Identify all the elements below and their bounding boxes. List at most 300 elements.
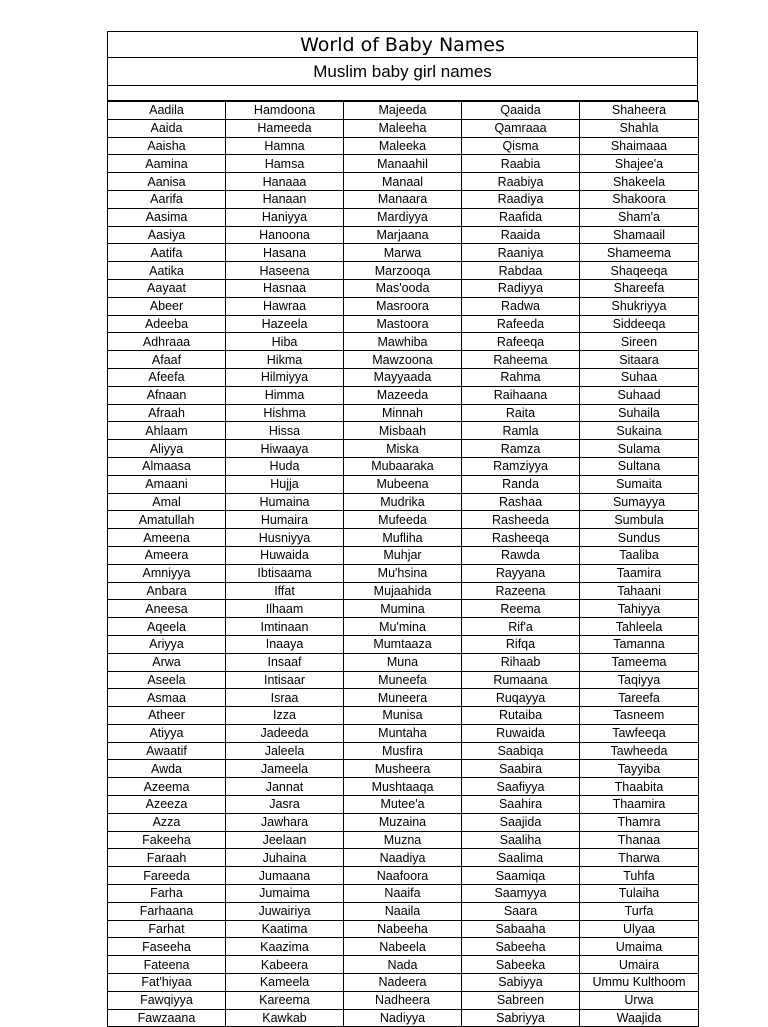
name-cell: Kawkab bbox=[226, 1009, 344, 1027]
name-cell: Jumaana bbox=[226, 867, 344, 885]
name-cell: Marjaana bbox=[344, 226, 462, 244]
name-cell: Aayaat bbox=[108, 279, 226, 297]
name-cell: Mubeena bbox=[344, 475, 462, 493]
name-cell: Mu'mina bbox=[344, 618, 462, 636]
name-cell: Hissa bbox=[226, 422, 344, 440]
blank-spacer-row bbox=[107, 86, 698, 101]
table-row bbox=[108, 796, 699, 814]
name-cell: Raita bbox=[462, 404, 580, 422]
name-cell: Maleeka bbox=[344, 137, 462, 155]
name-cell: Fat'hiyaa bbox=[108, 974, 226, 992]
name-cell: Jeelaan bbox=[226, 831, 344, 849]
table-row bbox=[108, 422, 699, 440]
name-cell: Jasra bbox=[226, 796, 344, 814]
name-cell: Rihaab bbox=[462, 653, 580, 671]
name-cell: Aasima bbox=[108, 208, 226, 226]
name-cell: Farhat bbox=[108, 920, 226, 938]
name-cell: Ramziyya bbox=[462, 457, 580, 475]
name-cell: Aadila bbox=[108, 102, 226, 120]
table-row bbox=[108, 974, 699, 992]
name-cell: Kaatima bbox=[226, 920, 344, 938]
name-cell: Rutaiba bbox=[462, 707, 580, 725]
name-cell: Tawheeda bbox=[580, 742, 699, 760]
table-row bbox=[108, 1009, 699, 1027]
table-row bbox=[108, 351, 699, 369]
table-row bbox=[108, 653, 699, 671]
table-row bbox=[108, 262, 699, 280]
name-cell: Rasheeda bbox=[462, 511, 580, 529]
name-cell: Aarifa bbox=[108, 190, 226, 208]
name-cell: Sham'a bbox=[580, 208, 699, 226]
table-row bbox=[108, 279, 699, 297]
name-cell: Hameeda bbox=[226, 119, 344, 137]
name-cell: Intisaar bbox=[226, 671, 344, 689]
name-cell: Ibtisaama bbox=[226, 564, 344, 582]
table-row bbox=[108, 173, 699, 191]
name-cell: Mufeeda bbox=[344, 511, 462, 529]
table-row bbox=[108, 137, 699, 155]
table-row bbox=[108, 920, 699, 938]
name-cell: Adhraaa bbox=[108, 333, 226, 351]
name-cell: Raihaana bbox=[462, 386, 580, 404]
name-cell: Rayyana bbox=[462, 564, 580, 582]
name-cell: Musfira bbox=[344, 742, 462, 760]
name-cell: Hazeela bbox=[226, 315, 344, 333]
name-cell: Saabira bbox=[462, 760, 580, 778]
name-cell: Jameela bbox=[226, 760, 344, 778]
table-row bbox=[108, 635, 699, 653]
name-cell: Marwa bbox=[344, 244, 462, 262]
name-cell: Sabeeha bbox=[462, 938, 580, 956]
table-row bbox=[108, 102, 699, 120]
name-cell: Tayyiba bbox=[580, 760, 699, 778]
name-cell: Saamiqa bbox=[462, 867, 580, 885]
name-cell: Minnah bbox=[344, 404, 462, 422]
name-cell: Imtinaan bbox=[226, 618, 344, 636]
name-cell: Marzooqa bbox=[344, 262, 462, 280]
name-cell: Hiwaaya bbox=[226, 440, 344, 458]
name-cell: Rif'a bbox=[462, 618, 580, 636]
name-cell: Urwa bbox=[580, 991, 699, 1009]
name-cell: Shakeela bbox=[580, 173, 699, 191]
name-cell: Randa bbox=[462, 475, 580, 493]
name-cell: Tharwa bbox=[580, 849, 699, 867]
name-cell: Mu'hsina bbox=[344, 564, 462, 582]
name-cell: Rumaana bbox=[462, 671, 580, 689]
name-cell: Thaabita bbox=[580, 778, 699, 796]
table-row bbox=[108, 386, 699, 404]
name-cell: Atheer bbox=[108, 707, 226, 725]
name-cell: Maleeha bbox=[344, 119, 462, 137]
name-cell: Fareeda bbox=[108, 867, 226, 885]
name-cell: Sabeeka bbox=[462, 956, 580, 974]
name-cell: Fakeeha bbox=[108, 831, 226, 849]
names-table bbox=[107, 101, 699, 1027]
name-cell: Sabreen bbox=[462, 991, 580, 1009]
name-cell: Raabia bbox=[462, 155, 580, 173]
table-row bbox=[108, 724, 699, 742]
name-cell: Naaifa bbox=[344, 885, 462, 903]
table-row bbox=[108, 155, 699, 173]
name-cell: Umaima bbox=[580, 938, 699, 956]
name-cell: Hawraa bbox=[226, 297, 344, 315]
name-cell: Mastoora bbox=[344, 315, 462, 333]
name-cell: Tareefa bbox=[580, 689, 699, 707]
name-cell: Raafida bbox=[462, 208, 580, 226]
name-cell: Amal bbox=[108, 493, 226, 511]
name-cell: Hanoona bbox=[226, 226, 344, 244]
name-cell: Shahla bbox=[580, 119, 699, 137]
name-cell: Aanisa bbox=[108, 173, 226, 191]
name-cell: Raaniya bbox=[462, 244, 580, 262]
name-cell: Hujja bbox=[226, 475, 344, 493]
name-cell: Mubaaraka bbox=[344, 457, 462, 475]
name-cell: Raabiya bbox=[462, 173, 580, 191]
name-cell: Nabeela bbox=[344, 938, 462, 956]
name-cell: Shareefa bbox=[580, 279, 699, 297]
name-cell: Aaida bbox=[108, 119, 226, 137]
name-cell: Himma bbox=[226, 386, 344, 404]
name-cell: Sumaita bbox=[580, 475, 699, 493]
name-cell: Siddeeqa bbox=[580, 315, 699, 333]
name-cell: Mumtaaza bbox=[344, 635, 462, 653]
name-cell: Hikma bbox=[226, 351, 344, 369]
name-cell: Nadeera bbox=[344, 974, 462, 992]
name-cell: Saara bbox=[462, 902, 580, 920]
name-cell: Faraah bbox=[108, 849, 226, 867]
name-cell: Umaira bbox=[580, 956, 699, 974]
table-row bbox=[108, 493, 699, 511]
name-cell: Rasheeqa bbox=[462, 529, 580, 547]
table-row bbox=[108, 333, 699, 351]
name-cell: Afeefa bbox=[108, 368, 226, 386]
name-cell: Aliyya bbox=[108, 440, 226, 458]
name-cell: Fawqiyya bbox=[108, 991, 226, 1009]
name-cell: Hanaaa bbox=[226, 173, 344, 191]
name-cell: Amatullah bbox=[108, 511, 226, 529]
name-cell: Saabiqa bbox=[462, 742, 580, 760]
name-cell: Thamra bbox=[580, 813, 699, 831]
table-row bbox=[108, 707, 699, 725]
name-cell: Hanaan bbox=[226, 190, 344, 208]
name-cell: Awda bbox=[108, 760, 226, 778]
name-cell: Hishma bbox=[226, 404, 344, 422]
sheet-subtitle: Muslim baby girl names bbox=[107, 58, 698, 86]
name-cell: Asmaa bbox=[108, 689, 226, 707]
name-cell: Awaatif bbox=[108, 742, 226, 760]
name-cell: Ruwaida bbox=[462, 724, 580, 742]
name-cell: Muzna bbox=[344, 831, 462, 849]
name-cell: Farha bbox=[108, 885, 226, 903]
name-cell: Ariyya bbox=[108, 635, 226, 653]
table-row bbox=[108, 902, 699, 920]
name-cell: Musheera bbox=[344, 760, 462, 778]
name-cell: Qisma bbox=[462, 137, 580, 155]
name-cell: Humaira bbox=[226, 511, 344, 529]
table-row bbox=[108, 368, 699, 386]
name-cell: Reema bbox=[462, 600, 580, 618]
table-row bbox=[108, 831, 699, 849]
name-cell: Radwa bbox=[462, 297, 580, 315]
name-cell: Jannat bbox=[226, 778, 344, 796]
name-cell: Tasneem bbox=[580, 707, 699, 725]
name-cell: Sabriyya bbox=[462, 1009, 580, 1027]
table-row bbox=[108, 778, 699, 796]
table-row bbox=[108, 885, 699, 903]
name-cell: Azza bbox=[108, 813, 226, 831]
table-row bbox=[108, 297, 699, 315]
table-row bbox=[108, 671, 699, 689]
name-cell: Saaliha bbox=[462, 831, 580, 849]
name-cell: Aatika bbox=[108, 262, 226, 280]
table-row bbox=[108, 813, 699, 831]
name-cell: Hilmiyya bbox=[226, 368, 344, 386]
name-cell: Rafeeda bbox=[462, 315, 580, 333]
name-cell: Hamsa bbox=[226, 155, 344, 173]
name-cell: Rifqa bbox=[462, 635, 580, 653]
name-cell: Shajee'a bbox=[580, 155, 699, 173]
name-cell: Mazeeda bbox=[344, 386, 462, 404]
table-row bbox=[108, 440, 699, 458]
name-cell: Sabaaha bbox=[462, 920, 580, 938]
name-cell: Insaaf bbox=[226, 653, 344, 671]
table-row bbox=[108, 190, 699, 208]
name-cell: Shaheera bbox=[580, 102, 699, 120]
name-cell: Mutee'a bbox=[344, 796, 462, 814]
name-cell: Nabeeha bbox=[344, 920, 462, 938]
name-cell: Muneefa bbox=[344, 671, 462, 689]
name-cell: Hiba bbox=[226, 333, 344, 351]
name-cell: Jumaima bbox=[226, 885, 344, 903]
table-row bbox=[108, 742, 699, 760]
name-cell: Juhaina bbox=[226, 849, 344, 867]
name-cell: Raaida bbox=[462, 226, 580, 244]
name-cell: Fawzaana bbox=[108, 1009, 226, 1027]
table-row bbox=[108, 938, 699, 956]
name-cell: Muneera bbox=[344, 689, 462, 707]
table-row bbox=[108, 457, 699, 475]
name-cell: Shaimaaa bbox=[580, 137, 699, 155]
name-cell: Ramza bbox=[462, 440, 580, 458]
name-cell: Tuhfa bbox=[580, 867, 699, 885]
name-cell: Qamraaa bbox=[462, 119, 580, 137]
table-row bbox=[108, 475, 699, 493]
name-cell: Sireen bbox=[580, 333, 699, 351]
table-row bbox=[108, 689, 699, 707]
table-row bbox=[108, 529, 699, 547]
table-row bbox=[108, 315, 699, 333]
name-cell: Huwaida bbox=[226, 546, 344, 564]
name-cell: Almaasa bbox=[108, 457, 226, 475]
name-cell: Suhaad bbox=[580, 386, 699, 404]
name-cell: Thanaa bbox=[580, 831, 699, 849]
table-row bbox=[108, 244, 699, 262]
name-cell: Aasiya bbox=[108, 226, 226, 244]
name-cell: Atiyya bbox=[108, 724, 226, 742]
name-cell: Afnaan bbox=[108, 386, 226, 404]
name-cell: Raheema bbox=[462, 351, 580, 369]
name-cell: Sitaara bbox=[580, 351, 699, 369]
name-cell: Munisa bbox=[344, 707, 462, 725]
table-row bbox=[108, 760, 699, 778]
name-cell: Hamna bbox=[226, 137, 344, 155]
name-cell: Rashaa bbox=[462, 493, 580, 511]
table-row bbox=[108, 582, 699, 600]
name-cell: Kameela bbox=[226, 974, 344, 992]
name-cell: Razeena bbox=[462, 582, 580, 600]
name-cell: Fateena bbox=[108, 956, 226, 974]
name-cell: Shameema bbox=[580, 244, 699, 262]
name-cell: Muzaina bbox=[344, 813, 462, 831]
name-cell: Mudrika bbox=[344, 493, 462, 511]
name-cell: Nadiyya bbox=[344, 1009, 462, 1027]
name-cell: Mayyaada bbox=[344, 368, 462, 386]
name-cell: Inaaya bbox=[226, 635, 344, 653]
name-cell: Sumayya bbox=[580, 493, 699, 511]
name-cell: Muntaha bbox=[344, 724, 462, 742]
name-cell: Manaahil bbox=[344, 155, 462, 173]
name-cell: Juwairiya bbox=[226, 902, 344, 920]
name-cell: Abeer bbox=[108, 297, 226, 315]
name-cell: Tameema bbox=[580, 653, 699, 671]
name-cell: Arwa bbox=[108, 653, 226, 671]
name-cell: Miska bbox=[344, 440, 462, 458]
name-cell: Mas'ooda bbox=[344, 279, 462, 297]
name-cell: Sulama bbox=[580, 440, 699, 458]
name-cell: Jaleela bbox=[226, 742, 344, 760]
name-cell: Mumina bbox=[344, 600, 462, 618]
sheet-title: World of Baby Names bbox=[107, 31, 698, 58]
name-cell: Naadiya bbox=[344, 849, 462, 867]
name-cell: Saahira bbox=[462, 796, 580, 814]
name-cell: Saalima bbox=[462, 849, 580, 867]
name-cell: Mujaahida bbox=[344, 582, 462, 600]
table-row bbox=[108, 226, 699, 244]
name-sheet bbox=[107, 31, 698, 1026]
name-cell: Sultana bbox=[580, 457, 699, 475]
name-cell: Saafiyya bbox=[462, 778, 580, 796]
name-cell: Raadiya bbox=[462, 190, 580, 208]
name-cell: Ameera bbox=[108, 546, 226, 564]
name-cell: Ilhaam bbox=[226, 600, 344, 618]
name-cell: Sabiyya bbox=[462, 974, 580, 992]
name-cell: Israa bbox=[226, 689, 344, 707]
name-cell: Ruqayya bbox=[462, 689, 580, 707]
name-cell: Kaazima bbox=[226, 938, 344, 956]
name-cell: Saajida bbox=[462, 813, 580, 831]
table-row bbox=[108, 208, 699, 226]
name-cell: Amaani bbox=[108, 475, 226, 493]
table-row bbox=[108, 404, 699, 422]
name-cell: Iffat bbox=[226, 582, 344, 600]
name-cell: Nada bbox=[344, 956, 462, 974]
name-cell: Taaliba bbox=[580, 546, 699, 564]
name-cell: Husniyya bbox=[226, 529, 344, 547]
name-cell: Mushtaaqa bbox=[344, 778, 462, 796]
name-cell: Taqiyya bbox=[580, 671, 699, 689]
name-cell: Haseena bbox=[226, 262, 344, 280]
name-cell: Faseeha bbox=[108, 938, 226, 956]
name-cell: Aamina bbox=[108, 155, 226, 173]
name-cell: Naaila bbox=[344, 902, 462, 920]
name-cell: Hamdoona bbox=[226, 102, 344, 120]
name-cell: Kareema bbox=[226, 991, 344, 1009]
name-cell: Aatifa bbox=[108, 244, 226, 262]
name-cell: Aseela bbox=[108, 671, 226, 689]
name-cell: Humaina bbox=[226, 493, 344, 511]
name-cell: Azeema bbox=[108, 778, 226, 796]
name-cell: Rahma bbox=[462, 368, 580, 386]
name-cell: Rawda bbox=[462, 546, 580, 564]
name-cell: Kabeera bbox=[226, 956, 344, 974]
name-cell: Naafoora bbox=[344, 867, 462, 885]
name-cell: Rafeeqa bbox=[462, 333, 580, 351]
table-row bbox=[108, 867, 699, 885]
name-cell: Mardiyya bbox=[344, 208, 462, 226]
name-cell: Shakoora bbox=[580, 190, 699, 208]
name-cell: Muhjar bbox=[344, 546, 462, 564]
name-cell: Suhaila bbox=[580, 404, 699, 422]
name-cell: Ameena bbox=[108, 529, 226, 547]
name-cell: Anbara bbox=[108, 582, 226, 600]
name-cell: Turfa bbox=[580, 902, 699, 920]
name-cell: Mufliha bbox=[344, 529, 462, 547]
name-cell: Manaal bbox=[344, 173, 462, 191]
name-cell: Masroora bbox=[344, 297, 462, 315]
name-cell: Izza bbox=[226, 707, 344, 725]
name-cell: Aaisha bbox=[108, 137, 226, 155]
name-cell: Saamyya bbox=[462, 885, 580, 903]
name-cell: Tahiyya bbox=[580, 600, 699, 618]
table-row bbox=[108, 511, 699, 529]
name-cell: Afaaf bbox=[108, 351, 226, 369]
table-row bbox=[108, 849, 699, 867]
name-cell: Sumbula bbox=[580, 511, 699, 529]
name-cell: Manaara bbox=[344, 190, 462, 208]
name-cell: Jadeeda bbox=[226, 724, 344, 742]
name-cell: Tawfeeqa bbox=[580, 724, 699, 742]
name-cell: Jawhara bbox=[226, 813, 344, 831]
name-cell: Thaamira bbox=[580, 796, 699, 814]
name-cell: Ramla bbox=[462, 422, 580, 440]
name-cell: Waajida bbox=[580, 1009, 699, 1027]
name-cell: Hasnaa bbox=[226, 279, 344, 297]
table-row bbox=[108, 600, 699, 618]
name-cell: Tamanna bbox=[580, 635, 699, 653]
name-cell: Mawhiba bbox=[344, 333, 462, 351]
name-cell: Azeeza bbox=[108, 796, 226, 814]
name-cell: Tahaani bbox=[580, 582, 699, 600]
name-cell: Rabdaa bbox=[462, 262, 580, 280]
name-cell: Misbaah bbox=[344, 422, 462, 440]
name-cell: Shukriyya bbox=[580, 297, 699, 315]
name-cell: Aneesa bbox=[108, 600, 226, 618]
name-cell: Ulyaa bbox=[580, 920, 699, 938]
name-cell: Haniyya bbox=[226, 208, 344, 226]
table-row bbox=[108, 991, 699, 1009]
name-cell: Suhaa bbox=[580, 368, 699, 386]
name-cell: Shamaail bbox=[580, 226, 699, 244]
name-cell: Adeeba bbox=[108, 315, 226, 333]
name-cell: Nadheera bbox=[344, 991, 462, 1009]
name-cell: Ahlaam bbox=[108, 422, 226, 440]
name-cell: Radiyya bbox=[462, 279, 580, 297]
name-cell: Hasana bbox=[226, 244, 344, 262]
name-cell: Farhaana bbox=[108, 902, 226, 920]
name-cell: Muna bbox=[344, 653, 462, 671]
table-row bbox=[108, 119, 699, 137]
name-cell: Afraah bbox=[108, 404, 226, 422]
